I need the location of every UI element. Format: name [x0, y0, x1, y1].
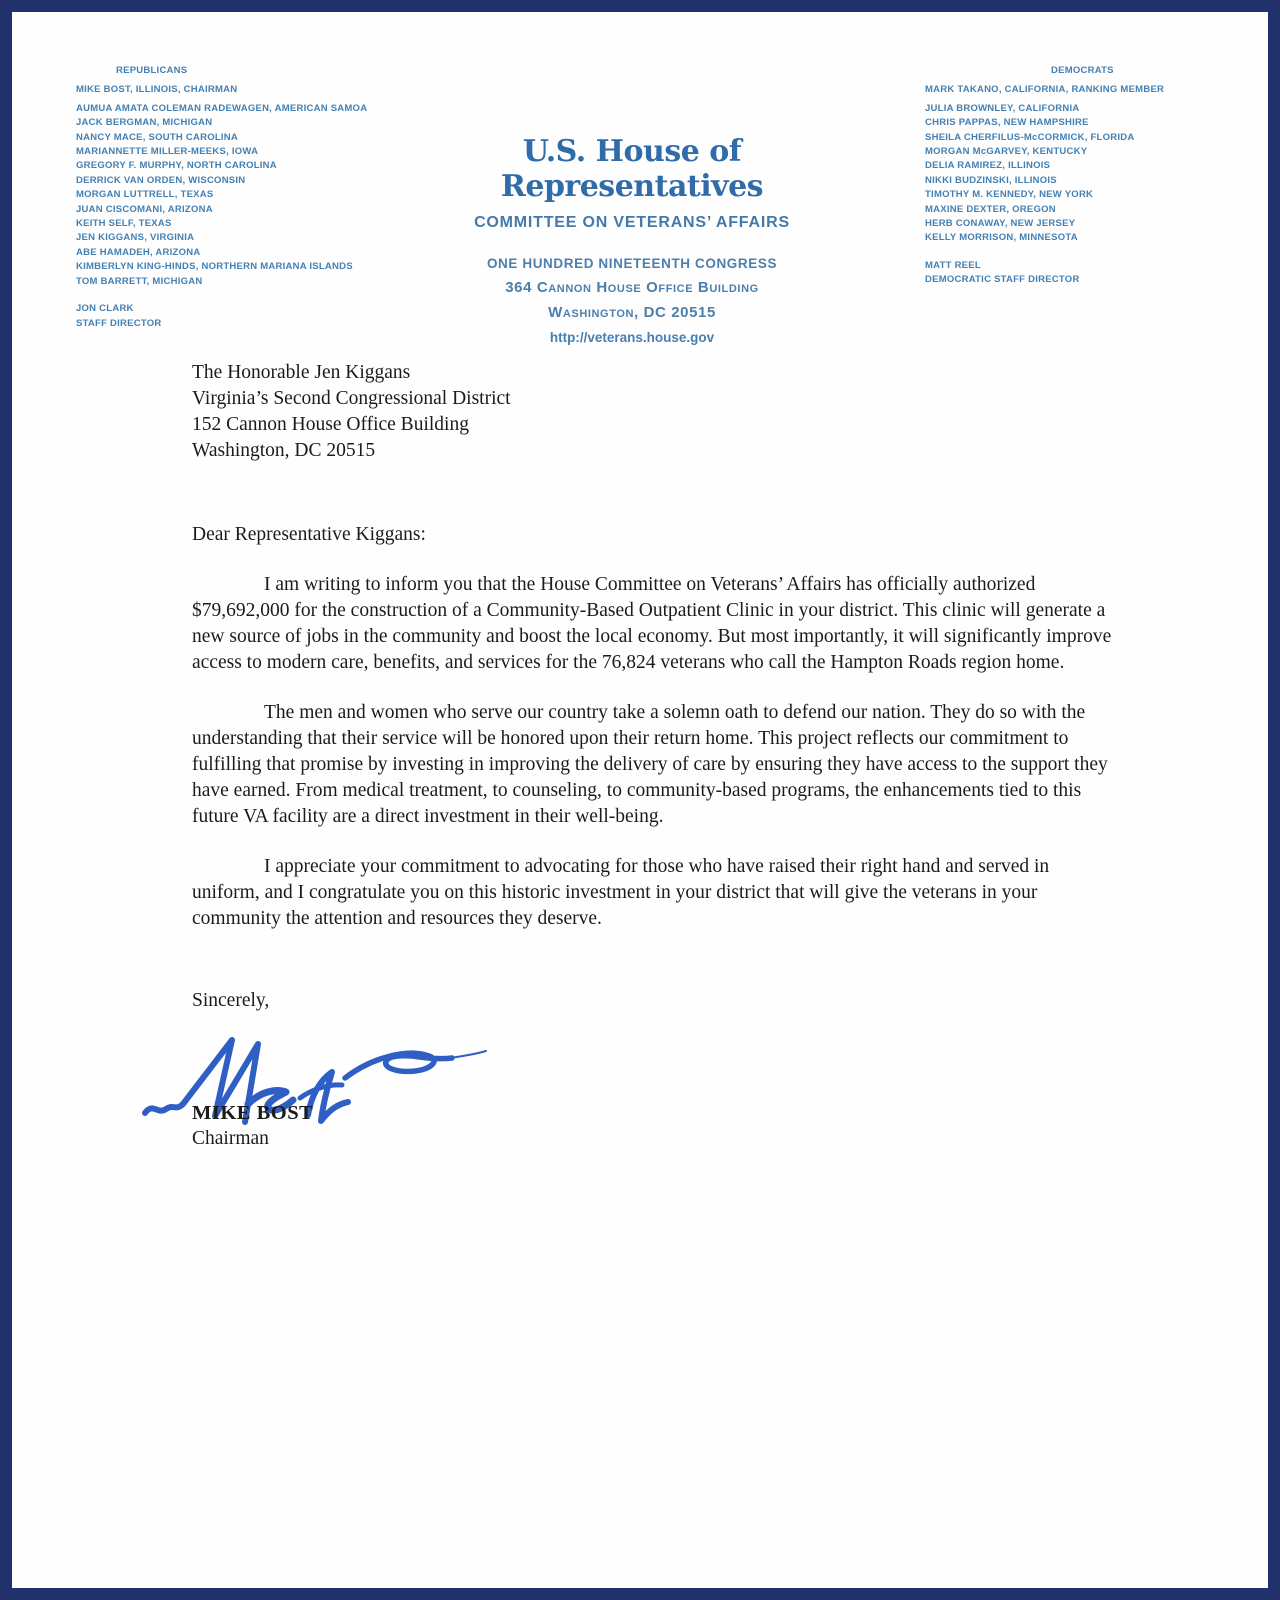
democrats-header: DEMOCRATS	[1051, 65, 1114, 76]
recipient-address-line: 152 Cannon House Office Building	[192, 414, 469, 435]
democrats-column	[925, 64, 1265, 288]
committee-address-line2: Washington, DC 20515	[548, 304, 716, 321]
committee-member: KIMBERLYN KING-HINDS, NORTHERN MARIANA ISLANDS	[76, 261, 353, 273]
committee-member: GREGORY F. MURPHY, NORTH CAROLINA	[76, 160, 277, 172]
committee-member: SHEILA CHERFILUS-McCORMICK, FLORIDA	[925, 131, 1135, 143]
committee-member: TIMOTHY M. KENNEDY, NEW YORK	[925, 189, 1094, 201]
committee-member: DERRICK VAN ORDEN, WISCONSIN	[76, 174, 246, 186]
letterhead-center	[402, 134, 862, 345]
committee-member: MARK TAKANO, CALIFORNIA, RANKING MEMBER	[925, 84, 1165, 96]
recipient-district: Virginia’s Second Congressional District	[192, 388, 511, 409]
signer-name: MIKE BOST	[192, 1102, 314, 1124]
closing-sincerely: Sincerely,	[192, 990, 270, 1011]
committee-member: TOM BARRETT, MICHIGAN	[76, 275, 203, 287]
committee-member: DELIA RAMIREZ, ILLINOIS	[925, 160, 1051, 172]
committee-member: CHRIS PAPPAS, NEW HAMPSHIRE	[925, 117, 1089, 129]
republicans-column	[76, 64, 416, 331]
committee-member: MAXINE DEXTER, OREGON	[925, 203, 1056, 215]
salutation: Dear Representative Kiggans:	[192, 524, 426, 545]
committee-member: JEN KIGGANS, VIRGINIA	[76, 232, 195, 244]
staff-director-title: STAFF DIRECTOR	[76, 317, 162, 329]
letter-paragraph: I appreciate your commitment to advocating for those who have raised their right hand and served in uniform, and I congratulate you on this historic investment in your district that will give the veterans in your community the attention and resources they deserve.	[192, 856, 1050, 929]
letter-paragraph: I am writing to inform you that the House Committee on Veterans’ Affairs has officially authorized $79,692,000 for the construction of a Community-Based Outpatient Clinic in your district. This clinic will generate a new source of jobs in the community and boost the local economy. But most importantly, it will significantly improve access to modern care, benefits, and services for the 76,824 veterans who call the Hampton Roads region home.	[192, 574, 1112, 673]
republicans-header: REPUBLICANS	[116, 65, 188, 76]
committee-member: MORGAN McGARVEY, KENTUCKY	[925, 146, 1088, 158]
house-of-representatives-title: U.S. House of Representatives	[500, 134, 764, 204]
committee-member: JACK BERGMAN, MICHIGAN	[76, 117, 213, 129]
committee-member: MIKE BOST, ILLINOIS, CHAIRMAN	[76, 84, 238, 96]
committee-member: JUAN CISCOMANI, ARIZONA	[76, 203, 213, 215]
letter-body	[192, 360, 1112, 1164]
committee-member: JULIA BROWNLEY, CALIFORNIA	[925, 102, 1080, 114]
committee-address-line1: 364 Cannon House Office Building	[505, 279, 759, 296]
committee-member: KELLY MORRISON, MINNESOTA	[925, 232, 1078, 244]
staff-director-name: MATT REEL	[925, 259, 981, 271]
committee-member: NIKKI BUDZINSKI, ILLINOIS	[925, 174, 1057, 186]
committee-member: NANCY MACE, SOUTH CAROLINA	[76, 131, 239, 143]
recipient-address-block	[192, 360, 1112, 464]
signer-title: Chairman	[192, 1128, 269, 1149]
committee-member: MARIANNETTE MILLER-MEEKS, IOWA	[76, 146, 259, 158]
congress-session: ONE HUNDRED NINETEENTH CONGRESS	[486, 256, 778, 271]
committee-member: KEITH SELF, TEXAS	[76, 218, 172, 230]
recipient-name: The Honorable Jen Kiggans	[192, 362, 411, 383]
staff-director-name: JON CLARK	[76, 303, 134, 315]
letter-paragraph: The men and women who serve our country take a solemn oath to defend our nation. They do so with the understanding that their service will be honored upon their return home. This project reflects our commitment to fulfilling that promise by investing in improving the delivery of care by ensuring they have access to the support they have earned. From medical treatment, to counseling, to community-based programs, the enhancements tied to this future VA facility are a direct investment in their well-being.	[192, 702, 1108, 827]
democratic-staff-block	[925, 259, 1265, 288]
committee-member: HERB CONAWAY, NEW JERSEY	[925, 218, 1076, 230]
committee-website-url: http://veterans.house.gov	[549, 330, 715, 345]
republican-staff-block	[76, 302, 416, 331]
committee-member: AUMUA AMATA COLEMAN RADEWAGEN, AMERICAN SAMOA	[76, 102, 368, 114]
staff-director-title: DEMOCRATIC STAFF DIRECTOR	[925, 274, 1080, 286]
committee-name: COMMITTEE ON VETERANS’ AFFAIRS	[474, 214, 790, 231]
committee-member: ABE HAMADEH, ARIZONA	[76, 246, 201, 258]
recipient-city-line: Washington, DC 20515	[192, 440, 376, 461]
committee-member: MORGAN LUTTRELL, TEXAS	[76, 189, 214, 201]
signature-block	[192, 1014, 1112, 1164]
